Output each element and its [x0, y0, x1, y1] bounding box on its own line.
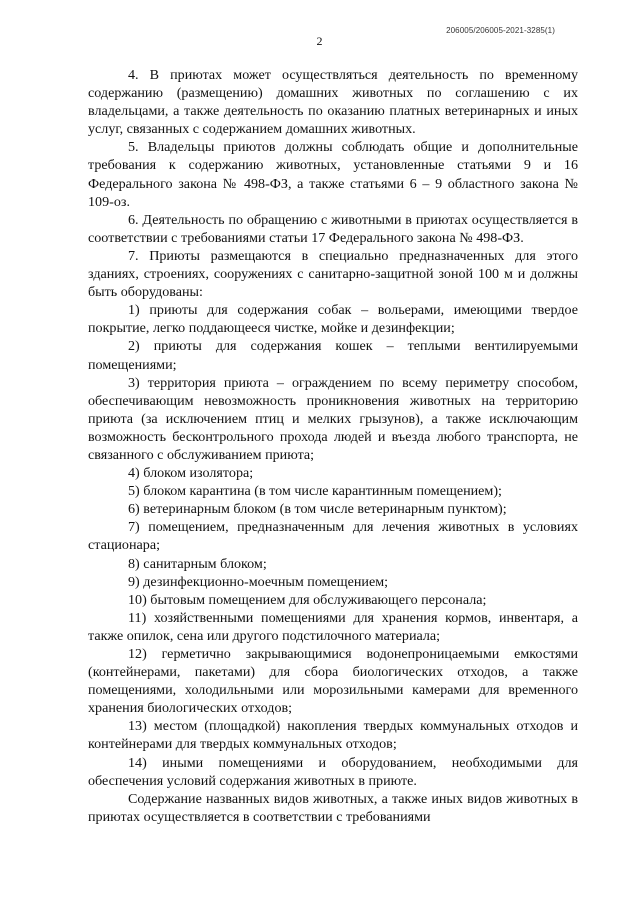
list-item-6: 6) ветеринарным блоком (в том числе ветеринарным пунктом); — [128, 501, 507, 518]
list-item-10: 10) бытовым помещением для обслуживающего персонала; — [128, 591, 487, 608]
list-item-5: 5) блоком карантина (в том числе карантинным помещением); — [128, 483, 502, 500]
paragraph-5: 5. Владельцы приютов должны соблюдать общие и дополнительные требования к содержанию животных, установленные статьями 9 и 16 Федерального закона № 498-ФЗ, а также статьями 6 – 9 областного закона № 109-оз. — [88, 139, 578, 210]
list-item-3: 3) территория приюта – ограждением по всему периметру способом, обеспечивающим невозможность проникновения животных на территорию приюта (за исключением птиц и мелких грызунов), а также исключающим возможность бесконтрольного прохода людей и въезда любого транспорта, не связанного с обслуживанием приюта; — [88, 374, 578, 463]
list-item-13: 13) местом (площадкой) накопления твердых коммунальных отходов и контейнерами для твердых коммунальных отходов; — [88, 718, 578, 753]
list-item-11: 11) хозяйственными помещениями для хранения кормов, инвентаря, а также опилок, сена или другого подстилочного материала; — [88, 609, 578, 644]
paragraph-6: 6. Деятельность по обращению с животными в приютах осуществляется в соответствии с требованиями статьи 17 Федерального закона № 498-ФЗ. — [88, 211, 578, 246]
list-item-7: 7) помещением, предназначенным для лечения животных в условиях стационара; — [88, 519, 578, 554]
list-item-12: 12) герметично закрывающимися водонепроницаемыми емкостями (контейнерами, пакетами) для сбора биологических отходов, а также помещениями, холодильными или морозильными камерами для временного хранения биологических отходов; — [88, 646, 578, 717]
list-item-4: 4) блоком изолятора; — [128, 465, 254, 482]
list-item-2: 2) приюты для содержания кошек – теплыми вентилируемыми помещениями; — [88, 338, 578, 373]
list-item-8: 8) санитарным блоком; — [128, 555, 267, 572]
page-number: 2 — [316, 34, 323, 48]
paragraph-7: 7. Приюты размещаются в специально предназначенных для этого зданиях, строениях, сооружениях с санитарно-защитной зоной 100 м и должны быть оборудованы: — [88, 247, 578, 301]
document-id: 206005/206005-2021-3285(1) — [446, 26, 555, 35]
document-body — [88, 66, 578, 826]
list-item-9: 9) дезинфекционно-моечным помещением; — [128, 573, 389, 590]
list-item-14: 14) иными помещениями и оборудованием, необходимыми для обеспечения условий содержания животных в приюте. — [88, 754, 578, 789]
list-item-1: 1) приюты для содержания собак – вольерами, имеющими твердое покрытие, легко поддающееся чистке, мойке и дезинфекции; — [88, 302, 578, 337]
paragraph-closing: Содержание названных видов животных, а также иных видов животных в приютах осуществляется в соответствии с требованиями — [88, 790, 578, 825]
paragraph-4: 4. В приютах может осуществляться деятельность по временному содержанию (размещению) домашних животных по соглашению с их владельцами, а также деятельность по оказанию платных ветеринарных и иных услуг, связанных с содержанием домашних животных. — [88, 67, 578, 138]
